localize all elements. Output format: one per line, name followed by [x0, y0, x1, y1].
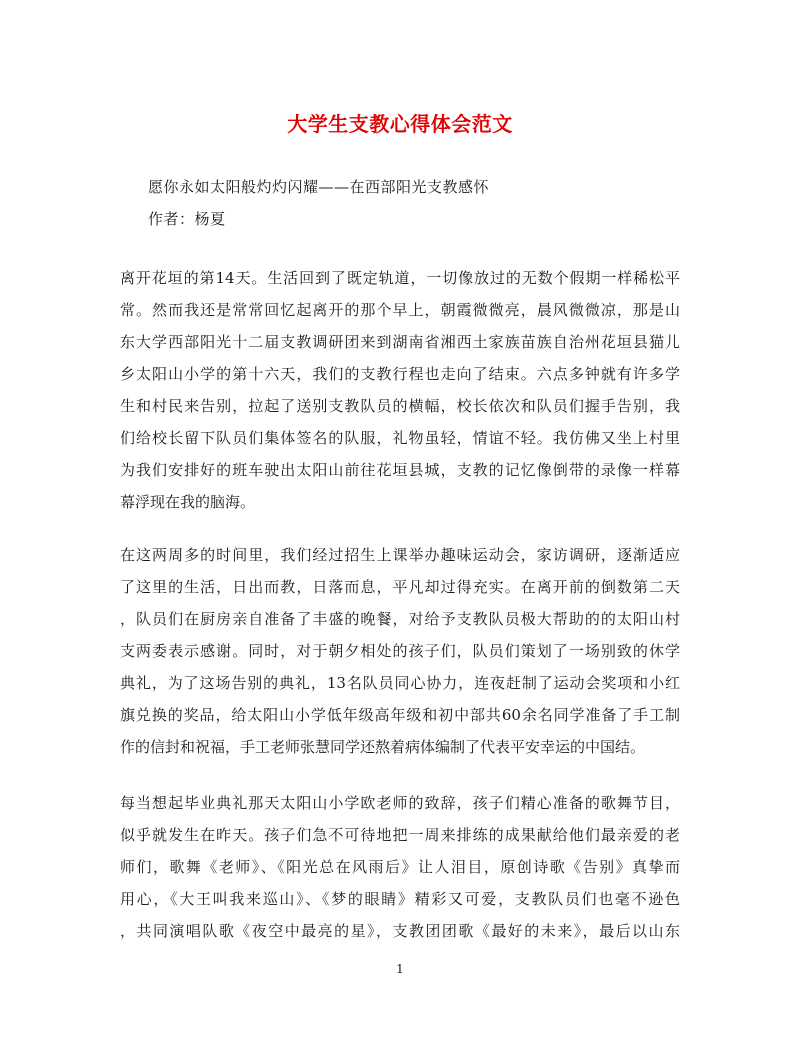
document-title: 大学生支教心得体会范文	[287, 112, 513, 136]
paragraph-line: 为我们安排好的班车驶出太阳山前往花垣县城，支教的记忆像倒带的录像一样幕	[120, 461, 680, 479]
paragraph-line: 幕浮现在我的脑海。	[120, 493, 256, 511]
paragraph-line: 在这两周多的时间里，我们经过招生上课举办趣味运动会，家访调研，逐渐适应	[120, 546, 680, 564]
paragraph-3	[120, 787, 680, 947]
paragraph-line: 乡太阳山小学的第十六天，我们的支教行程也走向了结束。六点多钟就有许多学	[120, 365, 680, 383]
paragraph-2	[120, 539, 680, 763]
paragraph-line: 师们，歌舞《老师》、《阳光总在风雨后》让人泪目，原创诗歌《告别》真挚而	[120, 858, 680, 876]
paragraph-line: 生和村民来告别，拉起了送别支教队员的横幅，校长依次和队员们握手告别，我	[120, 397, 680, 415]
paragraph-line: 了这里的生活，日出而教，日落而息，平凡却过得充实。在离开前的倒数第二天	[120, 578, 680, 596]
paragraph-line: 用心，《大王叫我来巡山》、《梦的眼睛》精彩又可爱，支教队员们也毫不逊色	[120, 890, 680, 908]
paragraph-line: 旗兑换的奖品，给太阳山小学低年级高年级和初中部共60余名同学准备了手工制	[120, 706, 680, 724]
paragraph-line: 每当想起毕业典礼那天太阳山小学欧老师的致辞，孩子们精心准备的歌舞节目，	[120, 794, 680, 812]
paragraph-line: 们给校长留下队员们集体签名的队服，礼物虽轻，情谊不轻。我仿佛又坐上村里	[120, 429, 680, 447]
paragraph-line: 作的信封和祝福，手工老师张慧同学还熬着病体编制了代表平安幸运的中国结。	[120, 738, 646, 756]
paragraph-line: 典礼，为了这场告别的典礼，13名队员同心协力，连夜赶制了运动会奖项和小红	[120, 674, 680, 692]
paragraph-line: 常。然而我还是常常回忆起离开的那个早上，朝霞微微亮，晨风微微凉，那是山	[120, 301, 680, 319]
paragraph-line: 支两委表示感谢。同时，对于朝夕相处的孩子们，队员们策划了一场别致的休学	[120, 642, 680, 660]
paragraph-line: 似乎就发生在昨天。孩子们急不可待地把一周来排练的成果献给他们最亲爱的老	[120, 826, 680, 844]
document-subtitle: 愿你永如太阳般灼灼闪耀——在西部阳光支教感怀	[148, 178, 490, 196]
paragraph-line: ，队员们在厨房亲自准备了丰盛的晚餐，对给予支教队员极大帮助的的太阳山村	[120, 610, 680, 628]
paragraph-line: 离开花垣的第14天。生活回到了既定轨道，一切像放过的无数个假期一样稀松平	[120, 269, 680, 287]
paragraph-line: 东大学西部阳光十二届支教调研团来到湖南省湘西土家族苗族自治州花垣县猫儿	[120, 333, 680, 351]
page-number: 1	[396, 962, 404, 976]
paragraph-line: ，共同演唱队歌《夜空中最亮的星》，支教团团歌《最好的未来》，最后以山东	[120, 922, 680, 940]
author-line: 作者：杨夏	[148, 210, 226, 228]
paragraph-1	[120, 262, 680, 518]
